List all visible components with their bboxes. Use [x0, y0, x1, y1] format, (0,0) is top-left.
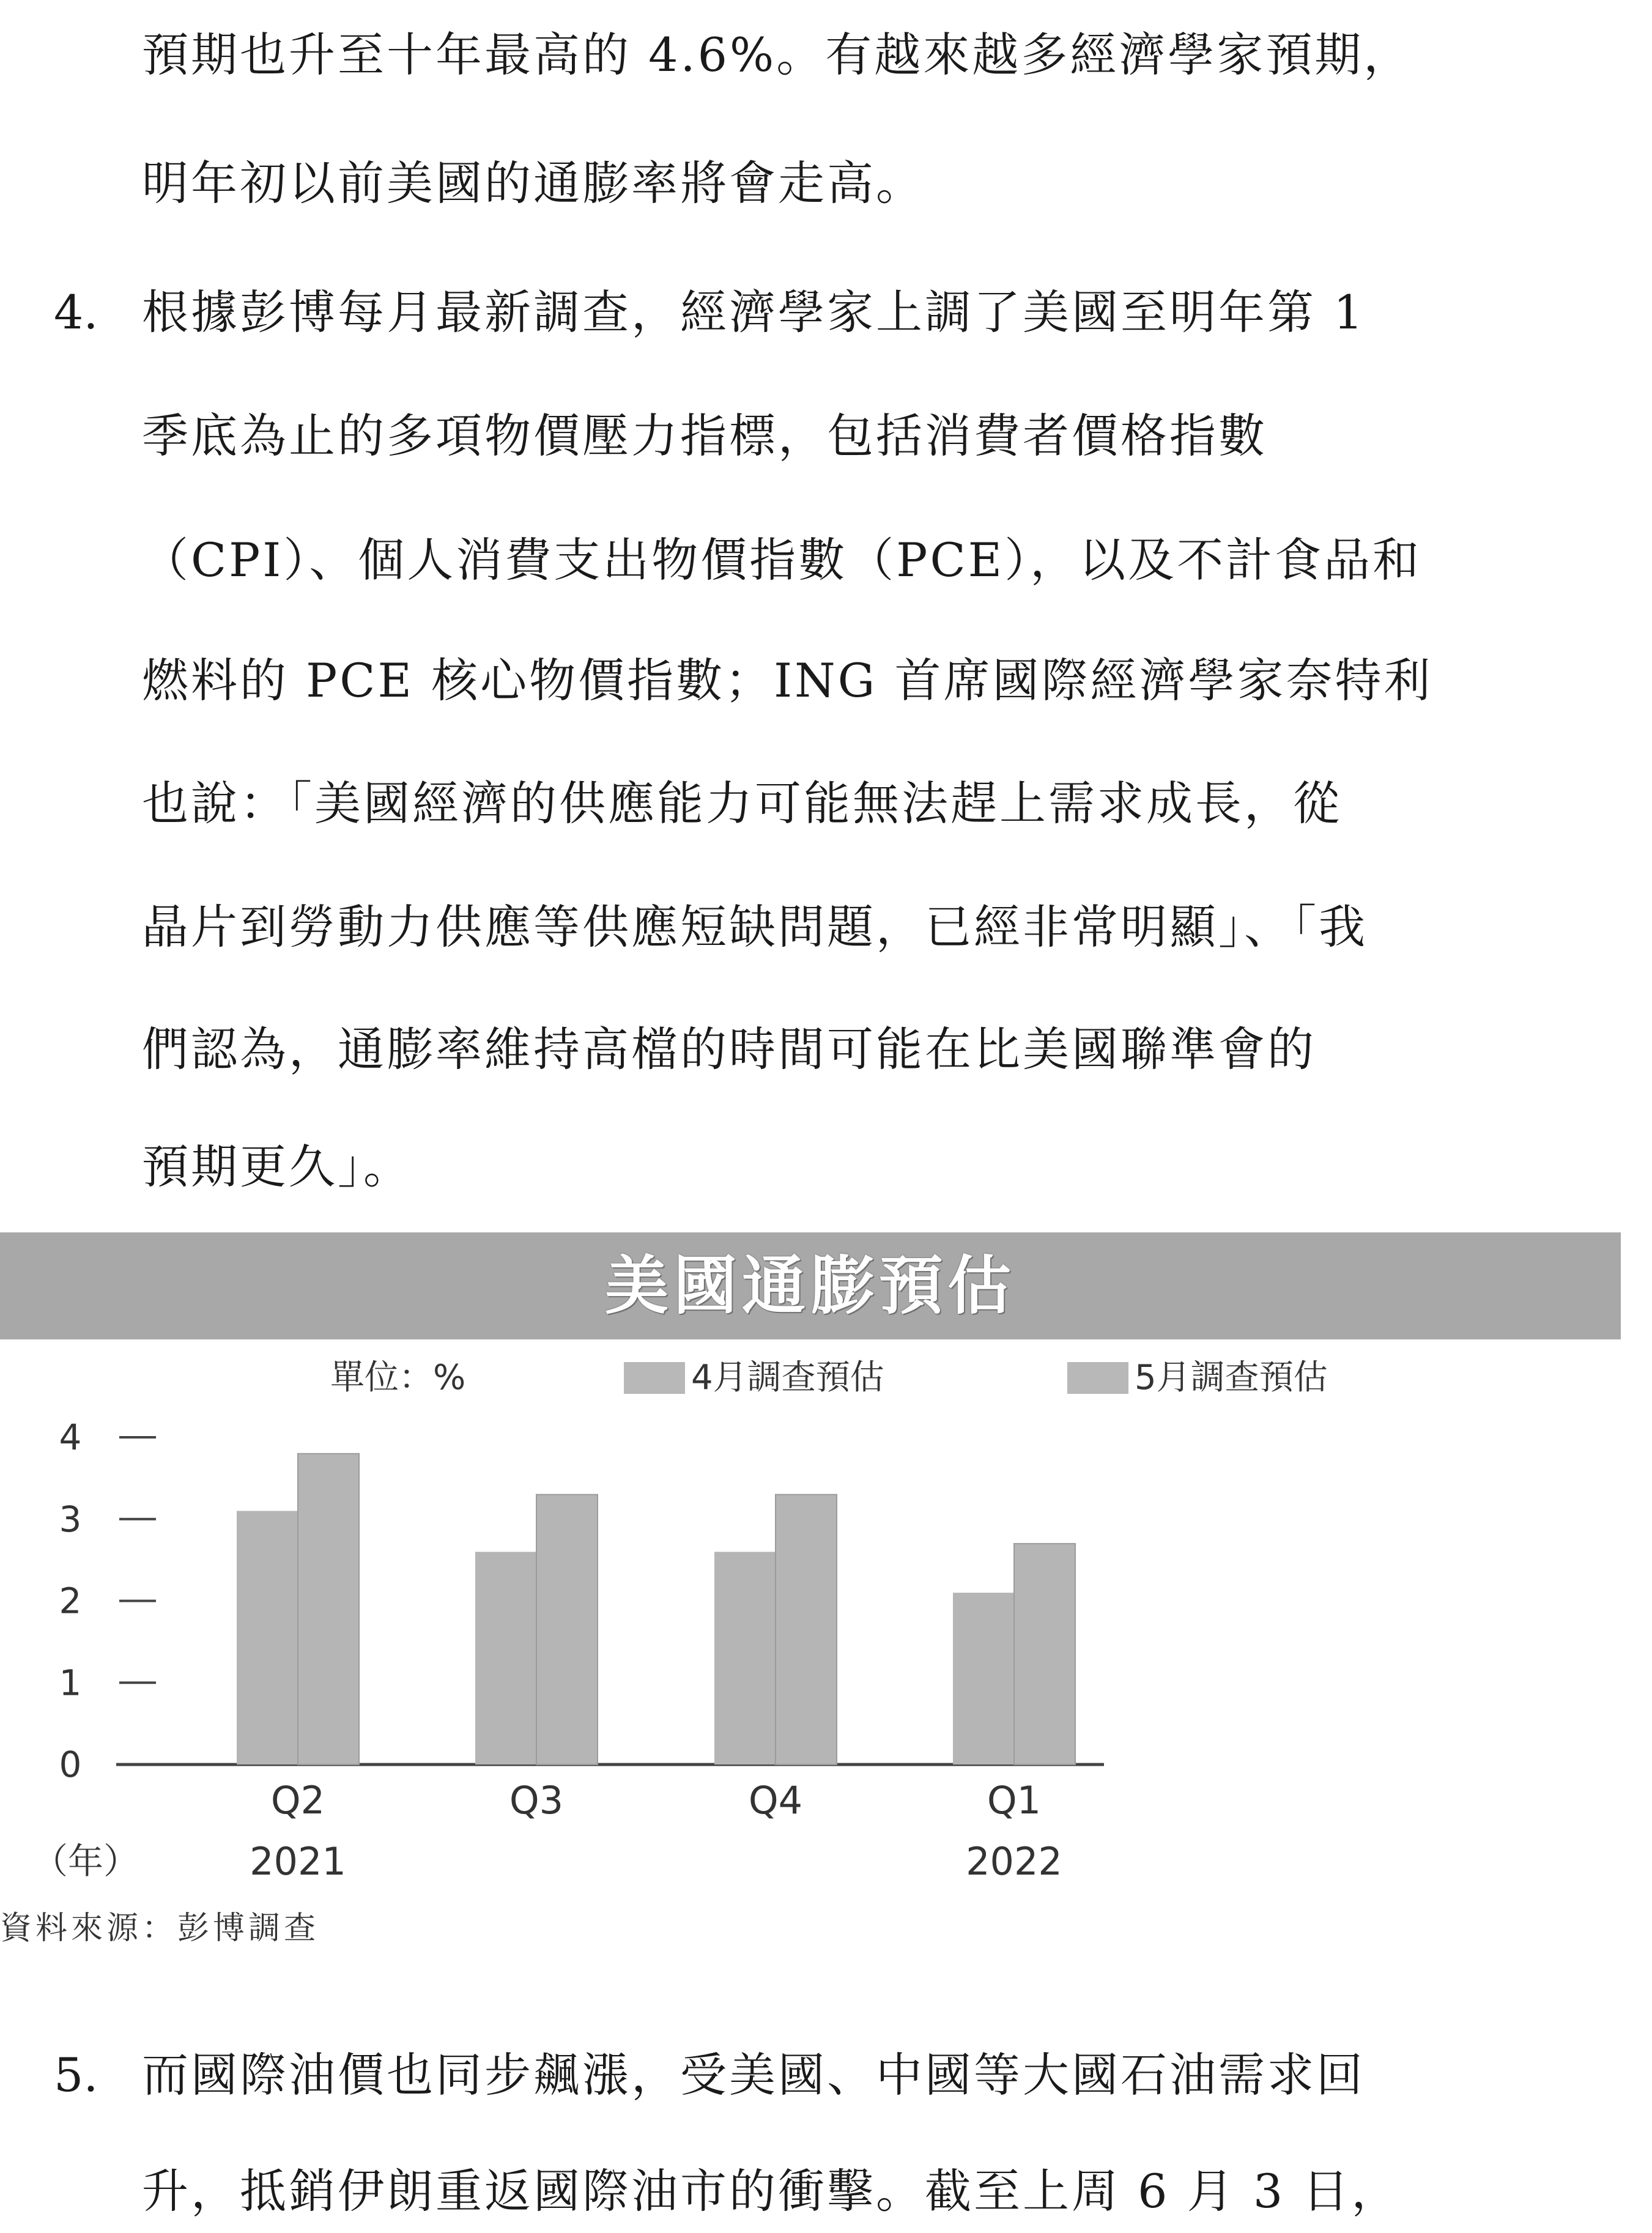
x-tick-label: Q2 [270, 1778, 325, 1823]
paragraph-line: 晶片到勞動力供應等供應短缺問題，已經非常明顯」、「我 [142, 900, 1368, 954]
bar-april [714, 1552, 776, 1765]
y-tick-label: 3 [59, 1498, 82, 1540]
paragraph-line: 明年初以前美國的通膨率將會走高。 [142, 156, 925, 210]
legend-label-may: 5月調查預估 [1135, 1358, 1328, 1398]
bar-april [475, 1552, 536, 1765]
paragraph-line: 升，抵銷伊朗重返國際油市的衝擊。截至上周 6 月 3 日， [142, 2164, 1401, 2218]
paragraph-line: 燃料的 PCE 核心物價指數；ING 首席國際經濟學家奈特利 [142, 653, 1433, 708]
list-number: 5. [54, 2048, 98, 2102]
paragraph-line: 季底為止的多項物價壓力指標，包括消費者價格指數 [142, 409, 1267, 463]
year-axis-label: （年） [32, 1840, 139, 1882]
inflation-chart [0, 1232, 1652, 1947]
paragraph-line: （CPI）、個人消費支出物價指數（PCE），以及不計食品和 [142, 533, 1422, 587]
bar-april [237, 1511, 298, 1765]
y-tick-label: 1 [59, 1662, 82, 1704]
x-tick-label: Q4 [748, 1778, 803, 1823]
y-tick-label: 4 [59, 1416, 82, 1458]
chart-source: 資料來源：彭博調查 [0, 1910, 320, 1947]
paragraph-line: 們認為，通膨率維持高檔的時間可能在比美國聯準會的 [142, 1022, 1316, 1076]
x-year-label: 2021 [250, 1839, 346, 1884]
bar-april [953, 1593, 1014, 1765]
bar-may [298, 1454, 359, 1765]
paragraph-line: 預期更久」。 [142, 1139, 412, 1194]
y-tick-label: 0 [59, 1744, 82, 1785]
chart-plot [0, 1232, 1652, 1893]
x-tick-label: Q1 [987, 1778, 1042, 1823]
y-tick-label: 2 [59, 1580, 82, 1622]
paragraph-line: 而國際油價也同步飆漲，受美國、中國等大國石油需求回 [142, 2048, 1365, 2102]
legend-label-april: 4月調查預估 [691, 1358, 884, 1398]
x-tick-label: Q3 [509, 1778, 564, 1823]
list-number: 4. [54, 285, 98, 339]
paragraph-line: 也說：「美國經濟的供應能力可能無法趕上需求成長，從 [142, 776, 1342, 831]
x-year-label: 2022 [966, 1839, 1062, 1884]
bar-may [536, 1495, 598, 1765]
paragraph-line: 預期也升至十年最高的 4.6%。有越來越多經濟學家預期， [142, 28, 1413, 82]
bar-may [776, 1495, 837, 1765]
paragraph-line: 根據彭博每月最新調查，經濟學家上調了美國至明年第 1 [142, 285, 1366, 339]
chart-unit-label: 單位：% [330, 1358, 466, 1398]
bar-may [1014, 1544, 1075, 1765]
chart-title: 美國通膨預估 [604, 1248, 1016, 1323]
